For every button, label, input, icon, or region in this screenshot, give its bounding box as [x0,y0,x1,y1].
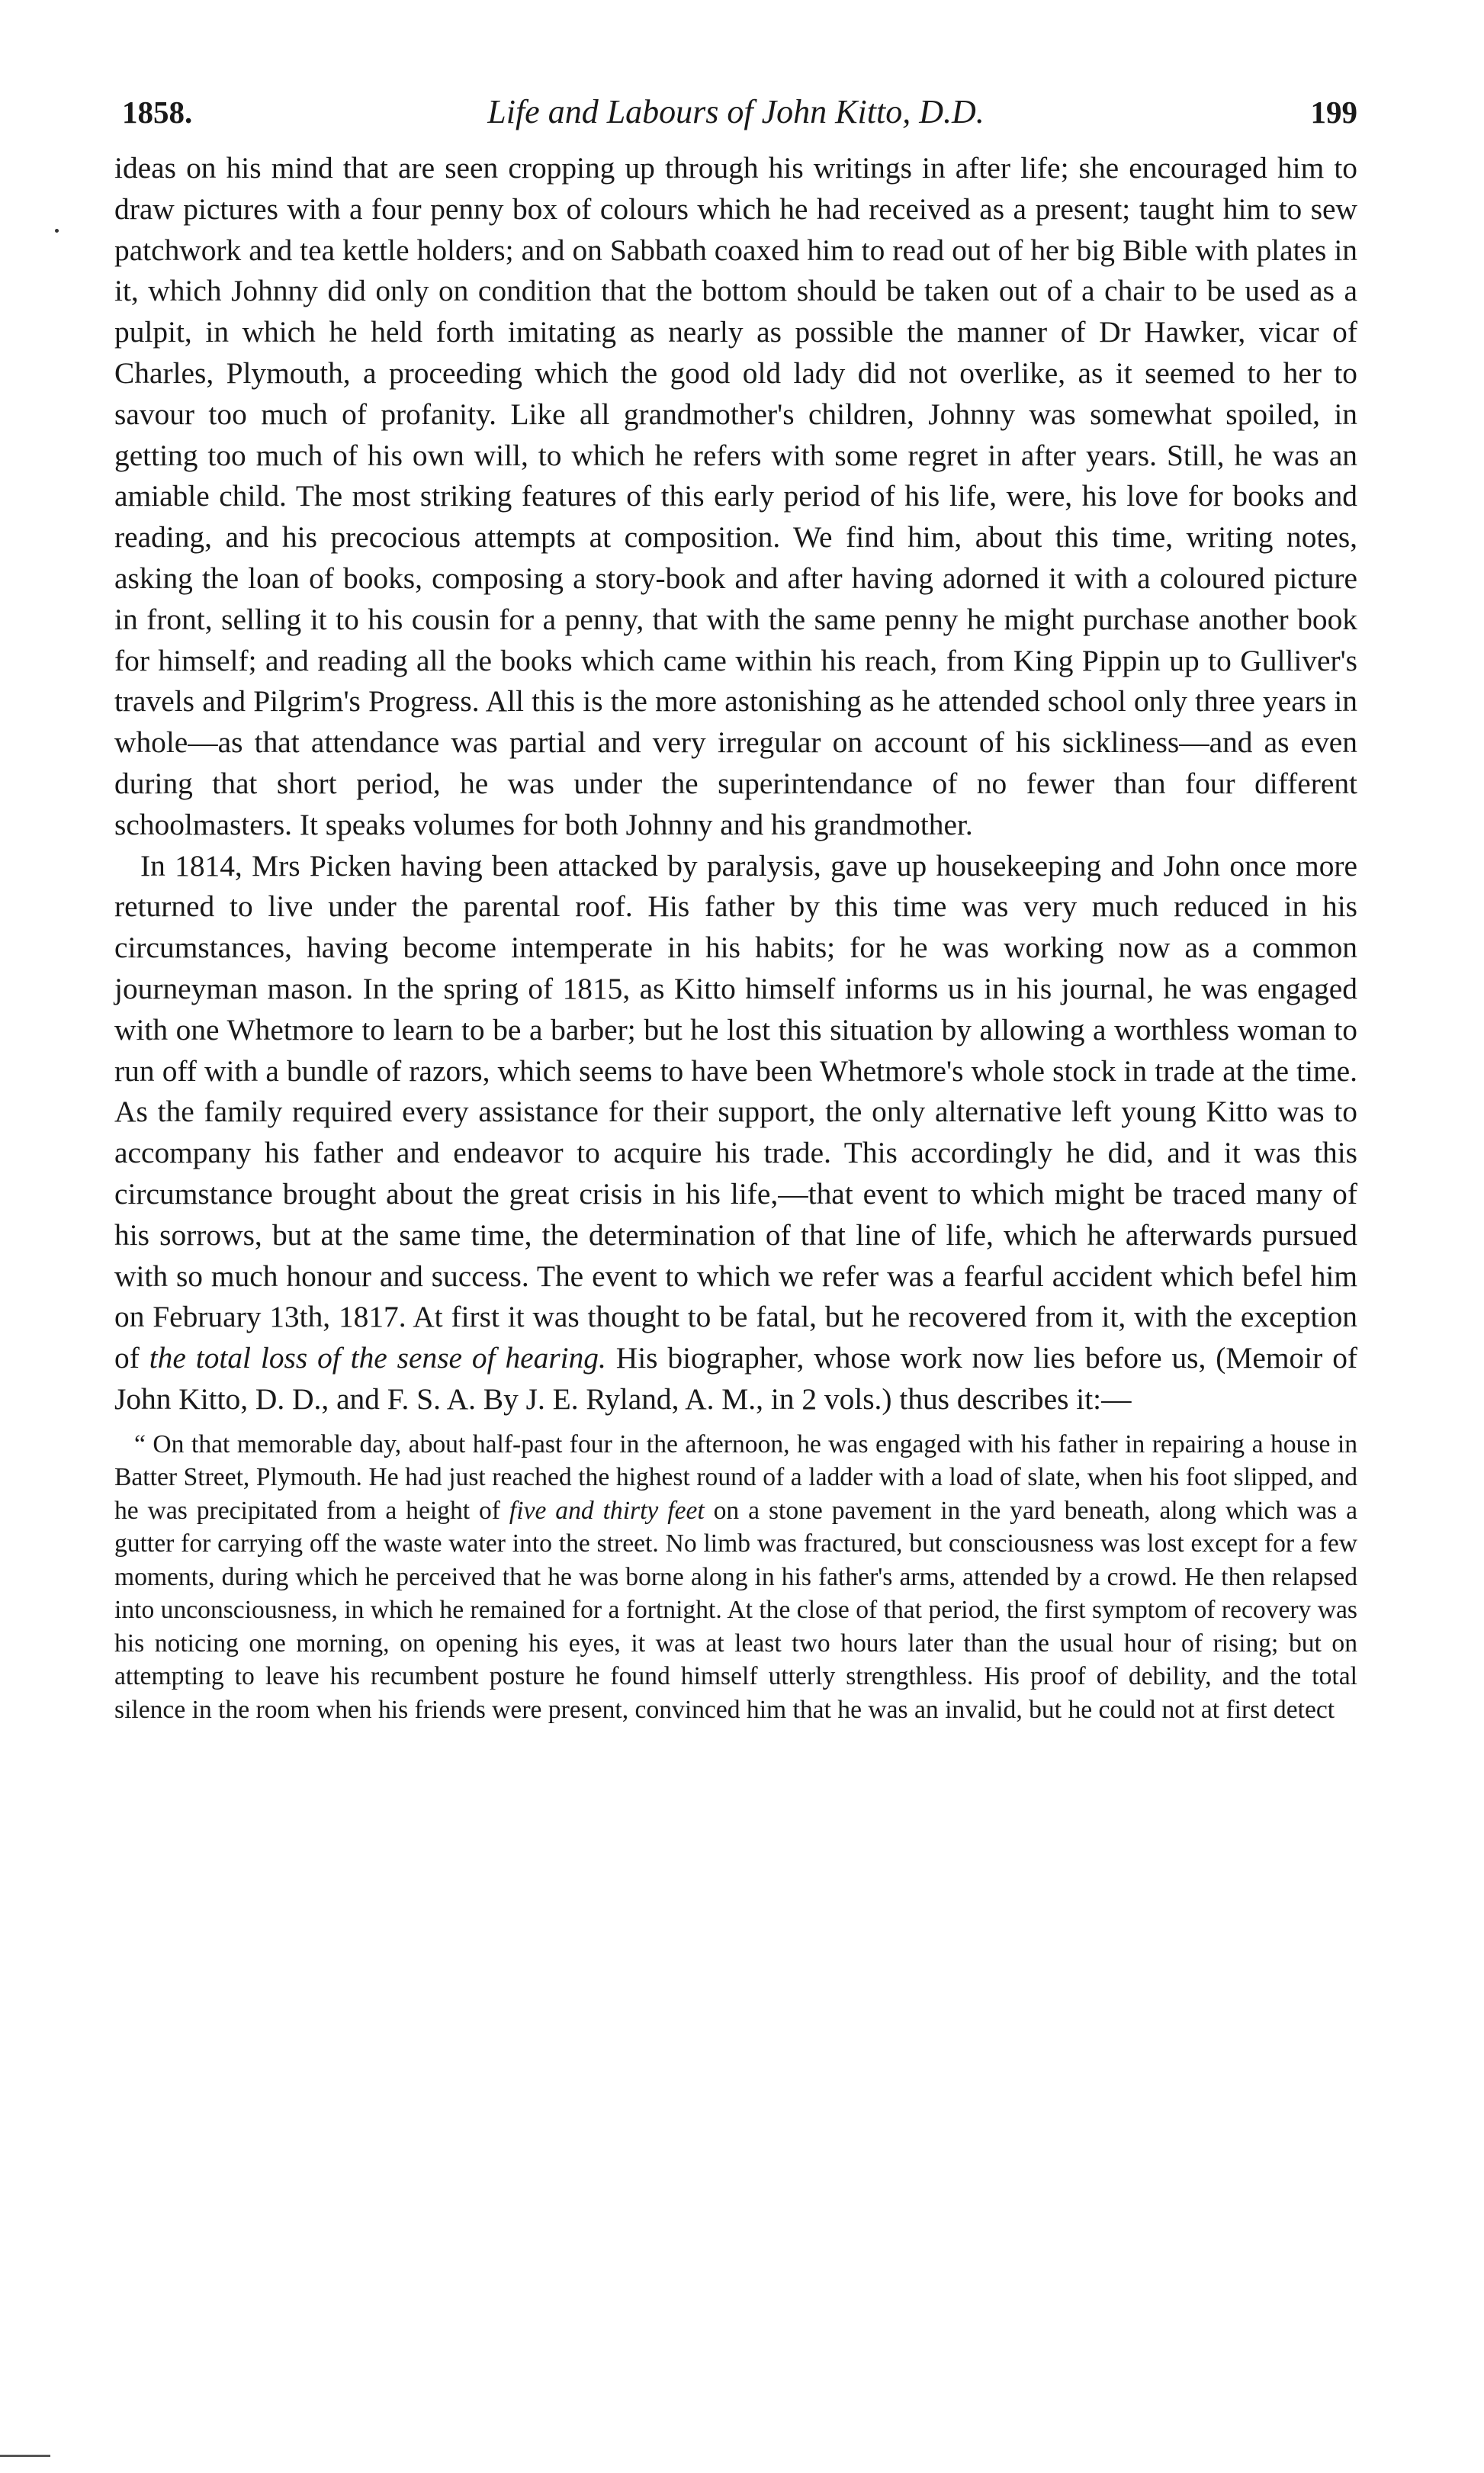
paragraph-2-text: In 1814, Mrs Picken having been attacked by paralysis, gave up housekeeping and John once more returned to live under the parental roof. His father by this time was very much reduced in his circumstances, having become intemperate in his habits; for he was working now as a common journeyman mason. In the spring of 1815, as Kitto himself informs us in his journal, he was engaged with one Whetmore to learn to be a barber; but he lost this situation by allowing a worthless woman to run off with a bundle of razors, which seems to have been Whetmore's whole stock in trade at the time. As the family required every assistance for their support, the only alternative left young Kitto was to accompany his father and endeavor to acquire his trade. This accordingly he did, and it was this circumstance brought about the great crisis in his life,—that event to which might be traced many of his sorrows, but at the same time, the determination of that line of life, which he afterwards pursued with so much honour and success. The event to which we refer was a fearful accident which befel him on February 13th, 1817. At first it was thought to be fatal, but he recovered from it, with the exception of [114,848,1357,1375]
quote-text-end: on a stone pavement in the yard beneath, along which was a gutter for carrying off the waste water into the street. No limb was fractured, but consciousness was lost except for a few moments, during which he perceived that he was borne along in his father's arms, attended by a crowd. He then relapsed into unconsciousness, in which he remained for a fortnight. At the close of that period, the first symptom of recovery was his noticing one morning, on opening his eyes, it was at least two hours later than the usual hour of rising; but on attempting to leave his recumbent posture he found himself utterly strengthless. His proof of debility, and the total silence in the room when his friends were present, convinced him that he was an invalid, but he could not at first detect [114,1496,1358,1724]
header-title: Life and Labours of John Kitto, D.D. [487,93,985,130]
quote-paragraph [114,1428,1357,1727]
margin-dot [55,229,59,233]
header-year: 1858. [122,95,193,130]
paragraph-2 [114,846,1357,1420]
body-text [114,148,1357,1420]
quote-text: “ On that memorable day, about half-past four in the afternoon, he was engaged with his father in repairing a house in Batter Street, Plymouth. He had just reached the highest round of a ladder with a load of slate, when his foot slipped, and he was precipitated from a height of [114,1429,1357,1525]
page-number: 199 [1310,95,1357,130]
paragraph-2-text-end: His biographer, whose work now lies before us, (Memoir of John Kitto, D. D., and F. S. A. By J. E. Ryland, A. M., in 2 vols.) thus describes it:— [114,1341,1358,1416]
quote-italic: five and thirty feet [509,1496,705,1525]
paragraph-2-italic: the total loss of the sense of hearing. [149,1341,606,1375]
edge-rule [0,2455,50,2457]
paragraph-1: ideas on his mind that are seen cropping up through his writings in after life; she encouraged him to draw pictures with a four penny box of colours which he had received as a present; taught him to sew patchwork and tea kettle holders; and on Sabbath coaxed him to read out of her big Bible with plates in it, which Johnny did only on condition that the bottom should be taken out of a chair to be used as a pulpit, in which he held forth imitating as nearly as possible the manner of Dr Hawker, vicar of Charles, Plymouth, a proceeding which the good old lady did not overlike, as it seemed to her to savour too much of profanity. Like all grandmother's children, Johnny was somewhat spoiled, in getting too much of his own will, to which he refers with some regret in after years. Still, he was an amiable child. The most striking features of this early period of his life, were, his love for books and reading, and his precocious attempts at composition. We find him, about this time, writing notes, asking the loan of books, composing a story-book and after having adorned it with a coloured picture in front, selling it to his cousin for a penny, that with the same penny he might purchase another book for himself; and reading all the books which came within his reach, from King Pippin up to Gulliver's travels and Pilgrim's Progress. All this is the more astonishing as he attended school only three years in whole—as that attendance was partial and very irregular on account of his sickliness—and as even during that short period, he was under the superintendance of no fewer than four different schoolmasters. It speaks volumes for both Johnny and his grandmother. [114,151,1357,841]
book-page [114,85,1357,2420]
block-quote [114,1428,1357,1727]
running-head [114,85,1357,139]
